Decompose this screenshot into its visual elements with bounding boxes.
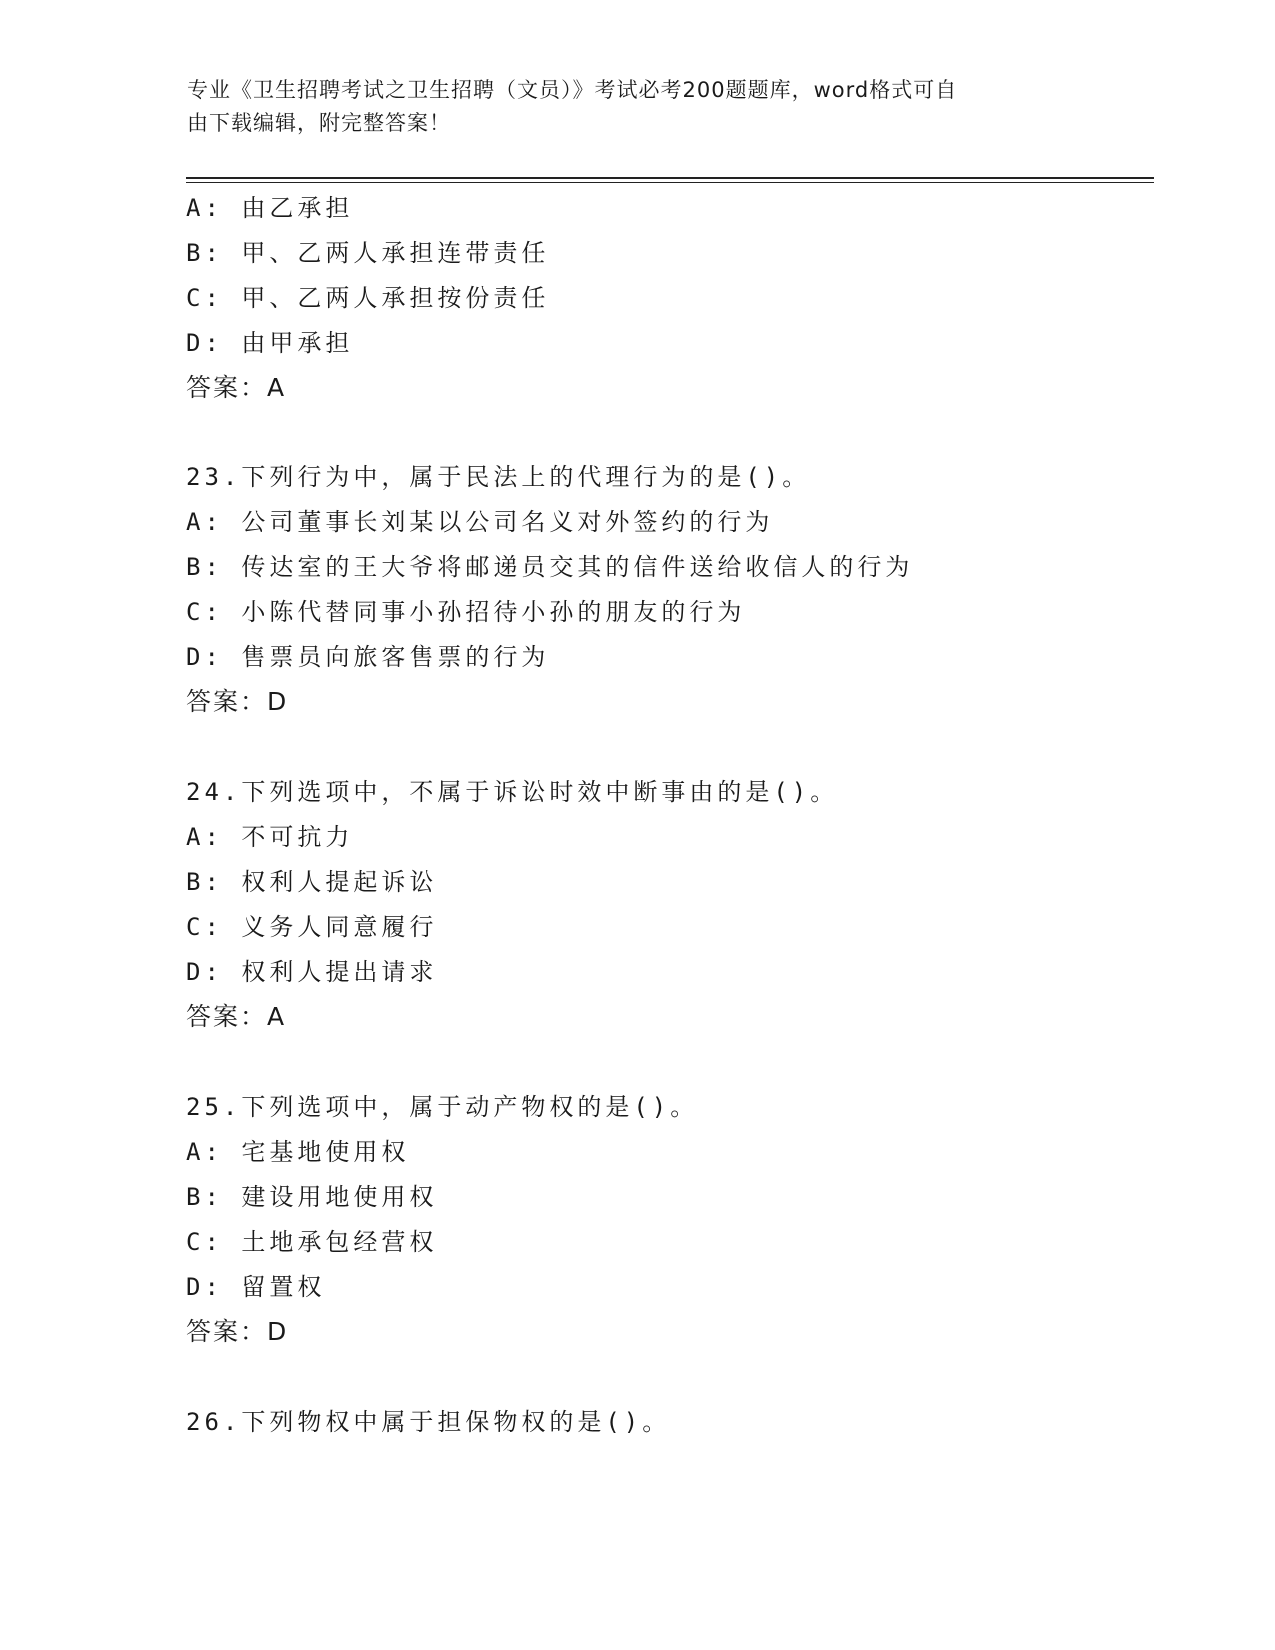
q22-option-d: D: 由甲承担 — [186, 329, 354, 357]
q25-option-c: C: 土地承包经营权 — [186, 1228, 438, 1256]
q23-answer: 答案：D — [186, 687, 289, 716]
q24-option-d: D: 权利人提出请求 — [186, 958, 438, 986]
q23-option-c: C: 小陈代替同事小孙招待小孙的朋友的行为 — [186, 598, 746, 626]
q22-option-a: A: 由乙承担 — [186, 194, 354, 222]
q25-option-b: B: 建设用地使用权 — [186, 1183, 438, 1211]
q24-answer: 答案：A — [186, 1002, 287, 1031]
q23-option-a: A: 公司董事长刘某以公司名义对外签约的行为 — [186, 508, 774, 536]
q25-answer: 答案：D — [186, 1317, 289, 1346]
q25-option-d: D: 留置权 — [186, 1273, 326, 1301]
q24-option-b: B: 权利人提起诉讼 — [186, 868, 438, 896]
q24-option-c: C: 义务人同意履行 — [186, 913, 438, 941]
q23-option-d: D: 售票员向旅客售票的行为 — [186, 643, 550, 671]
header-divider-thin — [186, 182, 1154, 183]
q24-option-a: A: 不可抗力 — [186, 823, 354, 851]
header-title-line-2: 由下载编辑，附完整答案！ — [187, 111, 451, 135]
q22-answer: 答案：A — [186, 373, 287, 402]
document-header — [187, 74, 1067, 140]
header-divider-thick — [186, 177, 1154, 179]
q24-question: 24.下列选项中，不属于诉讼时效中断事由的是()。 — [186, 778, 839, 806]
header-title-line-1: 专业《卫生招聘考试之卫生招聘（文员）》考试必考200题题库，word格式可自 — [187, 78, 958, 102]
q22-option-b: B: 甲、乙两人承担连带责任 — [186, 239, 550, 267]
q23-option-b: B: 传达室的王大爷将邮递员交其的信件送给收信人的行为 — [186, 553, 914, 581]
q26-question: 26.下列物权中属于担保物权的是()。 — [186, 1408, 671, 1436]
q23-question: 23.下列行为中，属于民法上的代理行为的是()。 — [186, 463, 811, 491]
q25-question: 25.下列选项中，属于动产物权的是()。 — [186, 1093, 699, 1121]
q25-option-a: A: 宅基地使用权 — [186, 1138, 410, 1166]
q22-option-c: C: 甲、乙两人承担按份责任 — [186, 284, 550, 312]
